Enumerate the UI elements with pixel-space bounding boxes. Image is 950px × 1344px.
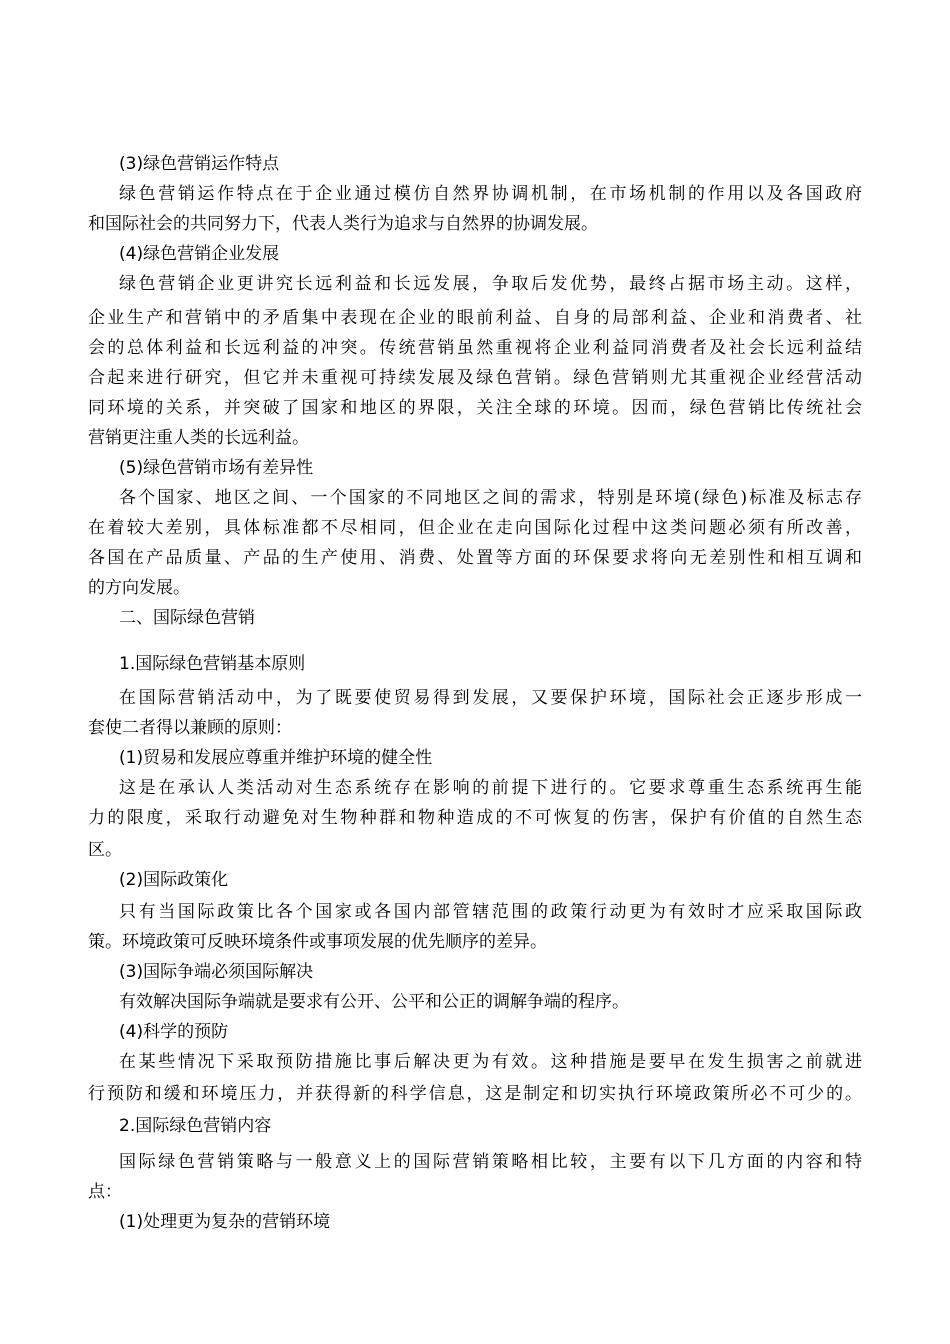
heading-green-marketing-enterprise: (4)绿色营销企业发展 bbox=[119, 244, 280, 264]
paragraph-line: 和国际社会的共同努力下，代表人类行为追求与自然界的协调发展。 bbox=[88, 214, 598, 234]
paragraph-line: 套使二者得以兼顾的原则： bbox=[88, 718, 292, 738]
heading-green-marketing-operation: (3)绿色营销运作特点 bbox=[119, 154, 280, 174]
paragraph-line: 绿色营销运作特点在于企业通过模仿自然界协调机制，在市场机制的作用以及各国政府 bbox=[119, 184, 862, 204]
paragraph-line: 会的总体利益和长远利益的冲突。传统营销虽然重视将企业利益同消费者及社会长远利益结 bbox=[88, 338, 862, 358]
paragraph-line: 国际绿色营销策略与一般意义上的国际营销策略相比较，主要有以下几方面的内容和特 bbox=[119, 1152, 862, 1172]
heading-green-market-difference: (5)绿色营销市场有差异性 bbox=[119, 458, 314, 478]
paragraph-line: 企业生产和营销中的矛盾集中表现在企业的眼前利益、自身的局部利益、企业和消费者、社 bbox=[88, 308, 862, 328]
paragraph-line: 只有当国际政策比各个国家或各国内部管辖范围的政策行动更为有效时才应采取国际政 bbox=[119, 902, 862, 922]
subheading-basic-principles: 1.国际绿色营销基本原则 bbox=[119, 654, 306, 674]
paragraph-line: 营销更注重人类的长远利益。 bbox=[88, 428, 309, 448]
section-heading-international-green-marketing: 二、国际绿色营销 bbox=[119, 608, 255, 628]
paragraph-line: 在国际营销活动中，为了既要使贸易得到发展，又要保护环境，国际社会正逐步形成一 bbox=[119, 688, 862, 708]
subheading-international-green-content: 2.国际绿色营销内容 bbox=[119, 1116, 272, 1136]
paragraph-line: 同环境的关系，并突破了国家和地区的界限，关注全球的环境。因而，绿色营销比传统社会 bbox=[88, 398, 862, 418]
paragraph-line: 在着较大差别，具体标准都不尽相同，但企业在走向国际化过程中这类问题必须有所改善， bbox=[88, 518, 862, 538]
paragraph-line: 这是在承认人类活动对生态系统存在影响的前提下进行的。它要求尊重生态系统再生能 bbox=[119, 778, 862, 798]
paragraph-line: 合起来进行研究，但它并未重视可持续发展及绿色营销。绿色营销则尤其重视企业经营活动 bbox=[88, 368, 862, 388]
paragraph-line: 力的限度，采取行动避免对生物种群和物种造成的不可恢复的伤害，保护有价值的自然生态 bbox=[88, 808, 862, 828]
heading-scientific-prevention: (4)科学的预防 bbox=[119, 1022, 229, 1042]
paragraph-line: 在某些情况下采取预防措施比事后解决更为有效。这种措施是要早在发生损害之前就进 bbox=[119, 1052, 862, 1072]
paragraph-line: 行预防和缓和环境压力，并获得新的科学信息，这是制定和切实执行环境政策所必不可少的。 bbox=[88, 1084, 862, 1104]
heading-international-disputes: (3)国际争端必须国际解决 bbox=[119, 962, 314, 982]
heading-trade-and-development: (1)贸易和发展应尊重并维护环境的健全性 bbox=[119, 748, 433, 768]
heading-complex-marketing-environment: (1)处理更为复杂的营销环境 bbox=[119, 1212, 331, 1232]
paragraph-line: 各个国家、地区之间、一个国家的不同地区之间的需求，特别是环境(绿色)标准及标志存 bbox=[119, 488, 862, 508]
paragraph-line: 区。 bbox=[88, 840, 122, 860]
heading-international-policy: (2)国际政策化 bbox=[119, 870, 229, 890]
paragraph-line: 有效解决国际争端就是要求有公开、公平和公正的调解争端的程序。 bbox=[119, 992, 629, 1012]
paragraph-line: 策。环境政策可反映环境条件或事项发展的优先顺序的差异。 bbox=[88, 932, 547, 952]
paragraph-line: 各国在产品质量、产品的生产使用、消费、处置等方面的环保要求将向无差别性和相互调和 bbox=[88, 548, 862, 568]
paragraph-line: 点： bbox=[88, 1182, 122, 1202]
paragraph-line: 绿色营销企业更讲究长远利益和长远发展，争取后发优势，最终占据市场主动。这样， bbox=[119, 274, 862, 294]
paragraph-line: 的方向发展。 bbox=[88, 578, 190, 598]
